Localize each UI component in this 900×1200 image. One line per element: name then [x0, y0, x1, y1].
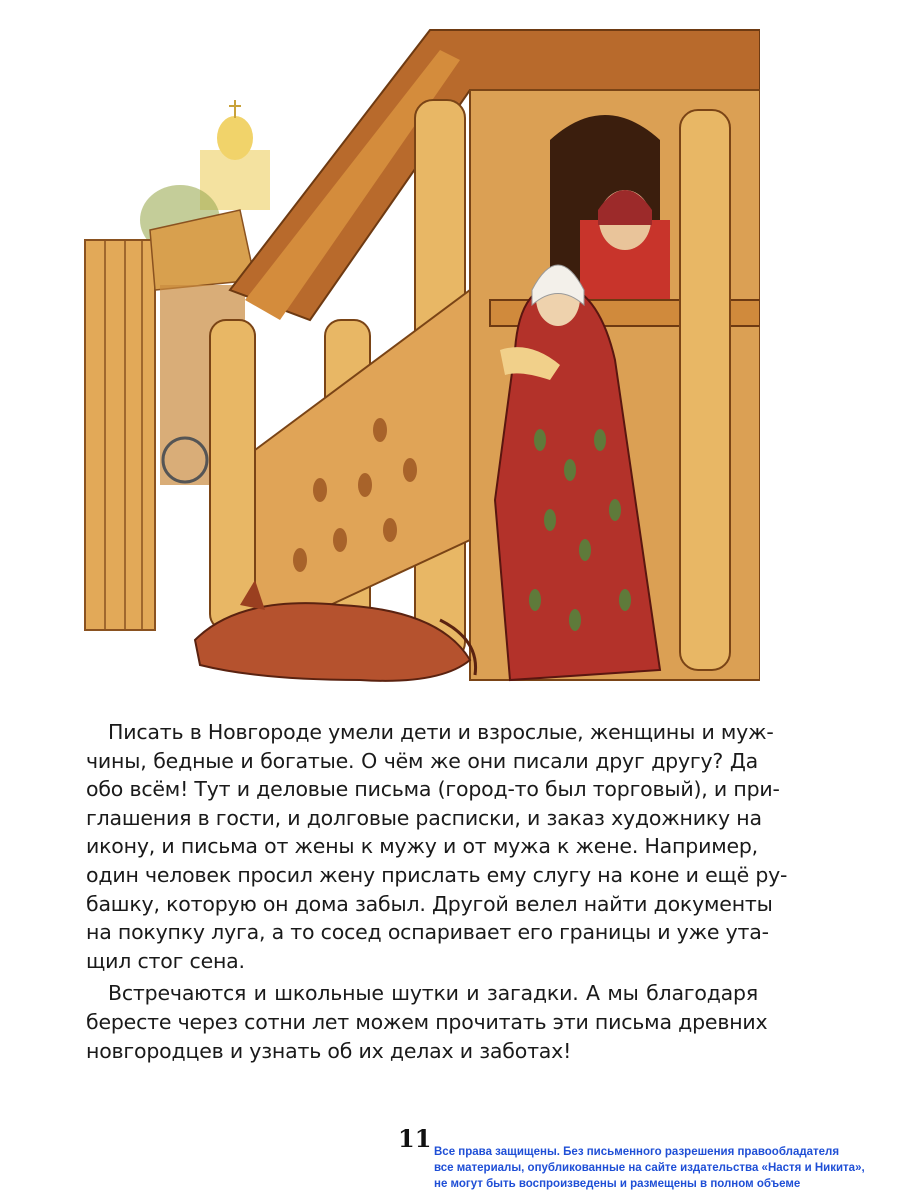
illustration [80, 20, 760, 710]
text-line: обо всём! Тут и деловые письма (город-то был торговый), и при- [86, 777, 780, 802]
text-line: икону, и письма от жены к мужу и от мужа к жене. Например, [86, 834, 758, 859]
text-line: новгородцев и узнать об их делах и заботах! [86, 1038, 572, 1063]
fence [85, 240, 155, 630]
text-line: на покупку луга, а то сосед оспаривает его границы и уже ута- [86, 920, 769, 945]
text-line: башку, которую он дома забыл. Другой велел найти документы [86, 891, 773, 916]
copyright-line: Все права защищены. Без письменного разрешения правообладателя [434, 1146, 840, 1158]
text-line: глашения в гости, и долговые расписки, и заказ художнику на [86, 805, 762, 830]
copyright-notice [434, 1144, 900, 1192]
text-line: бересте через сотни лет можем прочитать эти письма древних [86, 1009, 768, 1034]
copyright-line: не могут быть воспроизведены и размещены в полном объеме [434, 1178, 801, 1190]
text-line: Писать в Новгороде умели дети и взрослые, женщины и муж- [108, 720, 774, 744]
illustration-drawing [80, 20, 760, 710]
text-line: один человек просил жену прислать ему слугу на коне и ещё ру- [86, 862, 788, 887]
church-icon [200, 100, 270, 210]
page-number: 11 [398, 1124, 432, 1153]
text-line: щил стог сена. [86, 948, 245, 973]
text-line: Встречаются и школьные шутки и загадки. А мы благодаря [108, 981, 758, 1006]
paragraph-1 [86, 718, 788, 975]
text-line: чины, бедные и богатые. О чём же они писали друг другу? Да [86, 748, 758, 773]
body-text [86, 718, 788, 1065]
copyright-line: все материалы, опубликованные на сайте издательства «Настя и Никита», [434, 1162, 865, 1174]
paragraph-2 [86, 979, 768, 1065]
